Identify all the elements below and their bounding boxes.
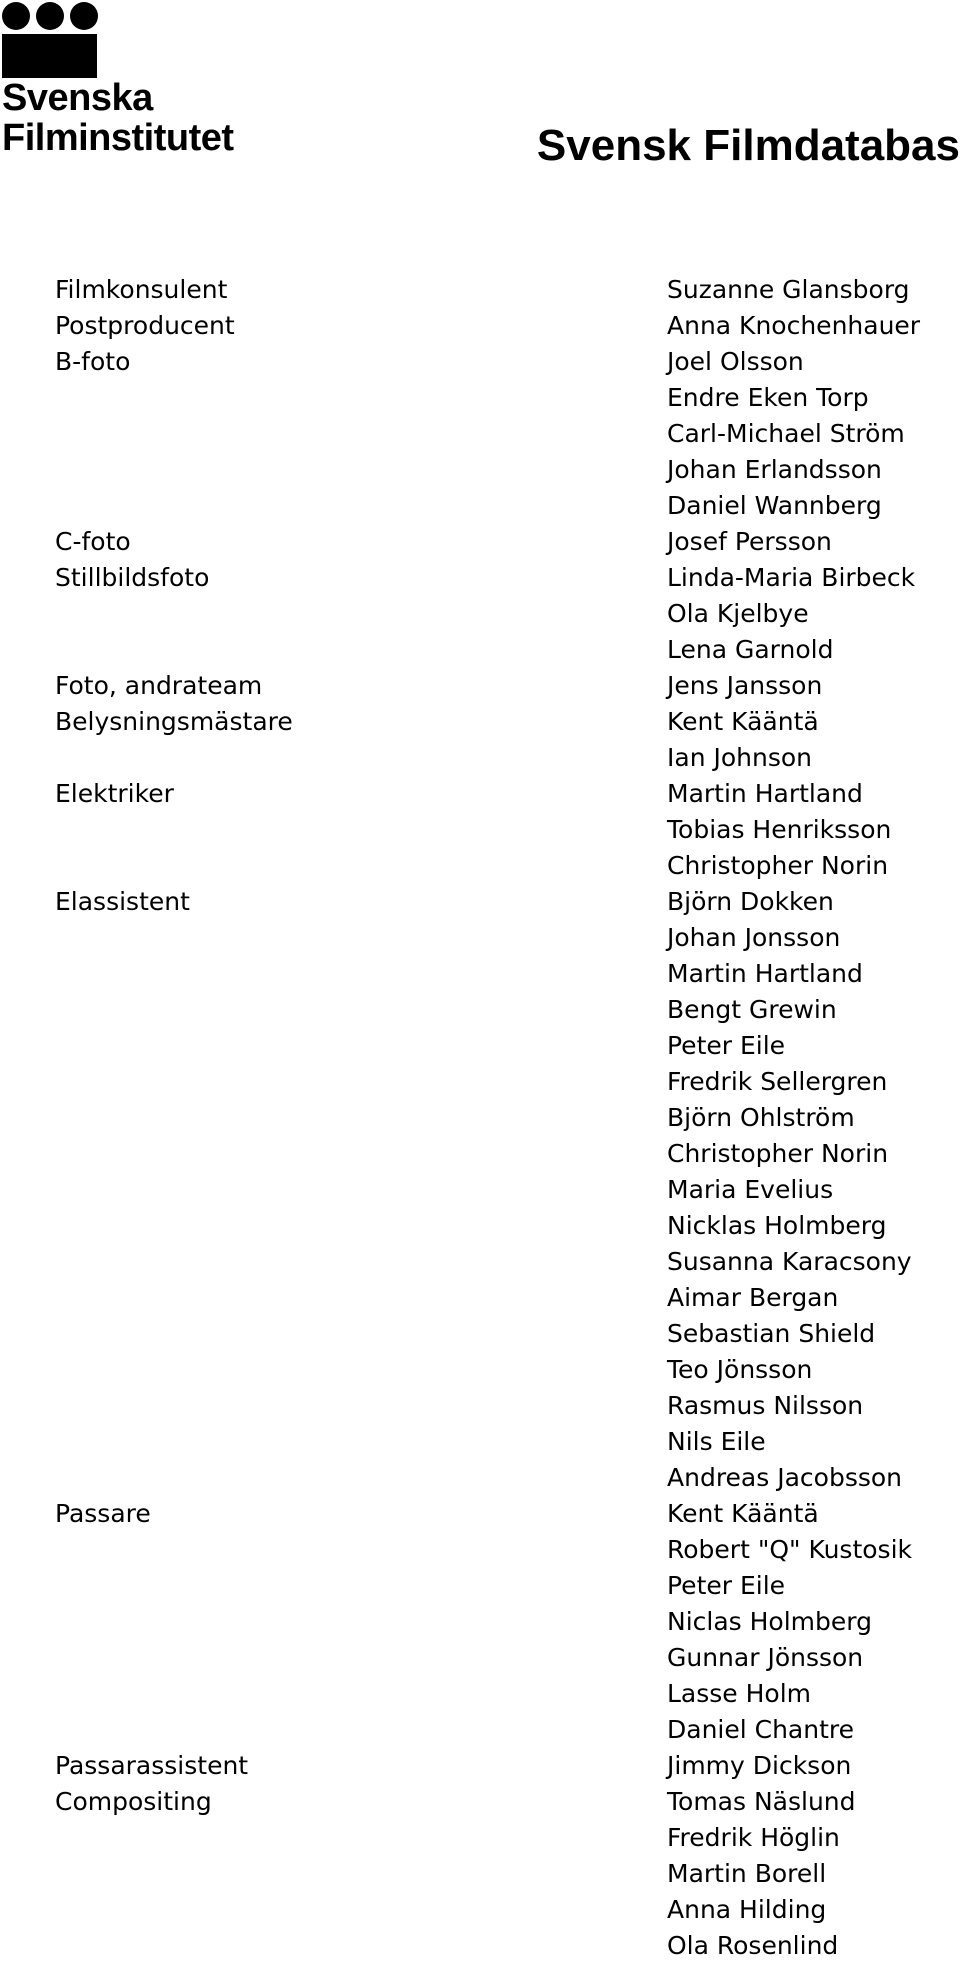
- credit-row: [0, 596, 960, 632]
- credit-name: Nils Eile: [667, 1427, 766, 1456]
- credit-name: Martin Hartland: [667, 959, 863, 988]
- credit-row: [0, 524, 960, 560]
- credit-name: Björn Ohlström: [667, 1103, 855, 1132]
- credit-name: Carl-Michael Ström: [667, 419, 905, 448]
- credit-row: [0, 1388, 960, 1424]
- credit-row: [0, 560, 960, 596]
- credit-name: Christopher Norin: [667, 1139, 889, 1168]
- credit-name: Johan Erlandsson: [667, 455, 882, 484]
- credit-row: [0, 740, 960, 776]
- credit-role: Belysningsmästare: [55, 707, 293, 736]
- credit-name: Aimar Bergan: [667, 1283, 839, 1312]
- credit-name: Niclas Holmberg: [667, 1607, 872, 1636]
- credit-name: Sebastian Shield: [667, 1319, 876, 1348]
- credit-role: Stillbildsfoto: [55, 563, 210, 592]
- credit-row: [0, 956, 960, 992]
- credit-row: [0, 308, 960, 344]
- credit-row: [0, 1244, 960, 1280]
- credit-row: [0, 812, 960, 848]
- credit-row: [0, 1280, 960, 1316]
- credit-name: Johan Jonsson: [667, 923, 841, 952]
- credit-name: Lena Garnold: [667, 635, 834, 664]
- credit-row: [0, 704, 960, 740]
- credit-name: Rasmus Nilsson: [667, 1391, 864, 1420]
- credit-name: Jimmy Dickson: [667, 1751, 852, 1780]
- credit-name: Kent Kääntä: [667, 1499, 819, 1528]
- logo-dot: [36, 2, 64, 30]
- credit-name: Ola Rosenlind: [667, 1931, 839, 1960]
- credit-name: Kent Kääntä: [667, 707, 819, 736]
- credit-role: Elassistent: [55, 887, 190, 916]
- credit-row: [0, 920, 960, 956]
- credit-row: [0, 1604, 960, 1640]
- credit-name: Daniel Wannberg: [667, 491, 882, 520]
- credit-row: [0, 1532, 960, 1568]
- credit-name: Suzanne Glansborg: [667, 275, 910, 304]
- credit-row: [0, 1928, 960, 1964]
- logo-dot: [2, 2, 30, 30]
- credit-name: Joel Olsson: [667, 347, 804, 376]
- credit-name: Nicklas Holmberg: [667, 1211, 887, 1240]
- credit-role: Passarassistent: [55, 1751, 249, 1780]
- credit-name: Gunnar Jönsson: [667, 1643, 864, 1672]
- credit-name: Susanna Karacsony: [667, 1247, 912, 1276]
- credit-name: Tomas Näslund: [667, 1787, 856, 1816]
- credit-role: Postproducent: [55, 311, 235, 340]
- credit-row: [0, 1460, 960, 1496]
- credit-row: [0, 1856, 960, 1892]
- credit-name: Martin Borell: [667, 1859, 827, 1888]
- credit-role: Elektriker: [55, 779, 174, 808]
- logo-line-1: Svenska: [2, 77, 153, 119]
- credit-name: Jens Jansson: [667, 671, 823, 700]
- credit-role: Filmkonsulent: [55, 275, 228, 304]
- credit-role: Compositing: [55, 1787, 212, 1816]
- credit-name: Fredrik Sellergren: [667, 1067, 888, 1096]
- credit-row: [0, 1676, 960, 1712]
- credit-row: [0, 380, 960, 416]
- credit-row: [0, 1100, 960, 1136]
- credit-name: Linda-Maria Birbeck: [667, 563, 916, 592]
- credit-row: [0, 668, 960, 704]
- credit-row: [0, 848, 960, 884]
- credit-row: [0, 1316, 960, 1352]
- credit-row: [0, 452, 960, 488]
- credit-name: Andreas Jacobsson: [667, 1463, 903, 1492]
- credit-row: [0, 1424, 960, 1460]
- credit-row: [0, 1748, 960, 1784]
- credit-row: [0, 1208, 960, 1244]
- credit-name: Anna Hilding: [667, 1895, 827, 1924]
- credit-role: Foto, andrateam: [55, 671, 263, 700]
- credit-row: [0, 1136, 960, 1172]
- credit-row: [0, 1784, 960, 1820]
- credit-role: B-foto: [55, 347, 131, 376]
- credit-row: [0, 1028, 960, 1064]
- credit-name: Maria Evelius: [667, 1175, 834, 1204]
- credit-name: Christopher Norin: [667, 851, 889, 880]
- svenska-filminstitutet-logo: [2, 2, 264, 164]
- credit-row: [0, 884, 960, 920]
- credit-row: [0, 1172, 960, 1208]
- credit-name: Martin Hartland: [667, 779, 863, 808]
- credit-name: Daniel Chantre: [667, 1715, 855, 1744]
- page-title: Svensk Filmdatabas: [536, 121, 960, 170]
- credit-row: [0, 1640, 960, 1676]
- credit-name: Bengt Grewin: [667, 995, 837, 1024]
- credit-row: [0, 1820, 960, 1856]
- credit-name: Ian Johnson: [667, 743, 813, 772]
- credit-row: [0, 1568, 960, 1604]
- credit-row: [0, 488, 960, 524]
- credit-row: [0, 272, 960, 308]
- credit-name: Tobias Henriksson: [667, 815, 892, 844]
- credit-row: [0, 1712, 960, 1748]
- credit-row: [0, 992, 960, 1028]
- credit-name: Björn Dokken: [667, 887, 834, 916]
- credit-name: Lasse Holm: [667, 1679, 812, 1708]
- logo-dot: [70, 2, 98, 30]
- credit-row: [0, 1892, 960, 1928]
- credit-role: C-foto: [55, 527, 131, 556]
- credit-role: Passare: [55, 1499, 151, 1528]
- credit-name: Peter Eile: [667, 1571, 786, 1600]
- credits-list: [0, 272, 960, 1964]
- credit-name: Peter Eile: [667, 1031, 786, 1060]
- logo-dots: [2, 2, 102, 30]
- credit-name: Teo Jönsson: [667, 1355, 813, 1384]
- credit-name: Fredrik Höglin: [667, 1823, 840, 1852]
- logo-line-2: Filminstitutet: [2, 117, 234, 159]
- logo-wordmark: [2, 78, 234, 158]
- credit-row: [0, 632, 960, 668]
- credit-row: [0, 1064, 960, 1100]
- credit-name: Ola Kjelbye: [667, 599, 809, 628]
- logo-square: [2, 34, 97, 78]
- credit-row: [0, 1352, 960, 1388]
- credit-name: Robert "Q" Kustosik: [667, 1535, 913, 1564]
- credit-name: Josef Persson: [667, 527, 832, 556]
- credit-row: [0, 1496, 960, 1532]
- credit-row: [0, 776, 960, 812]
- credit-row: [0, 416, 960, 452]
- credit-name: Anna Knochenhauer: [667, 311, 921, 340]
- credit-name: Endre Eken Torp: [667, 383, 869, 412]
- credit-row: [0, 344, 960, 380]
